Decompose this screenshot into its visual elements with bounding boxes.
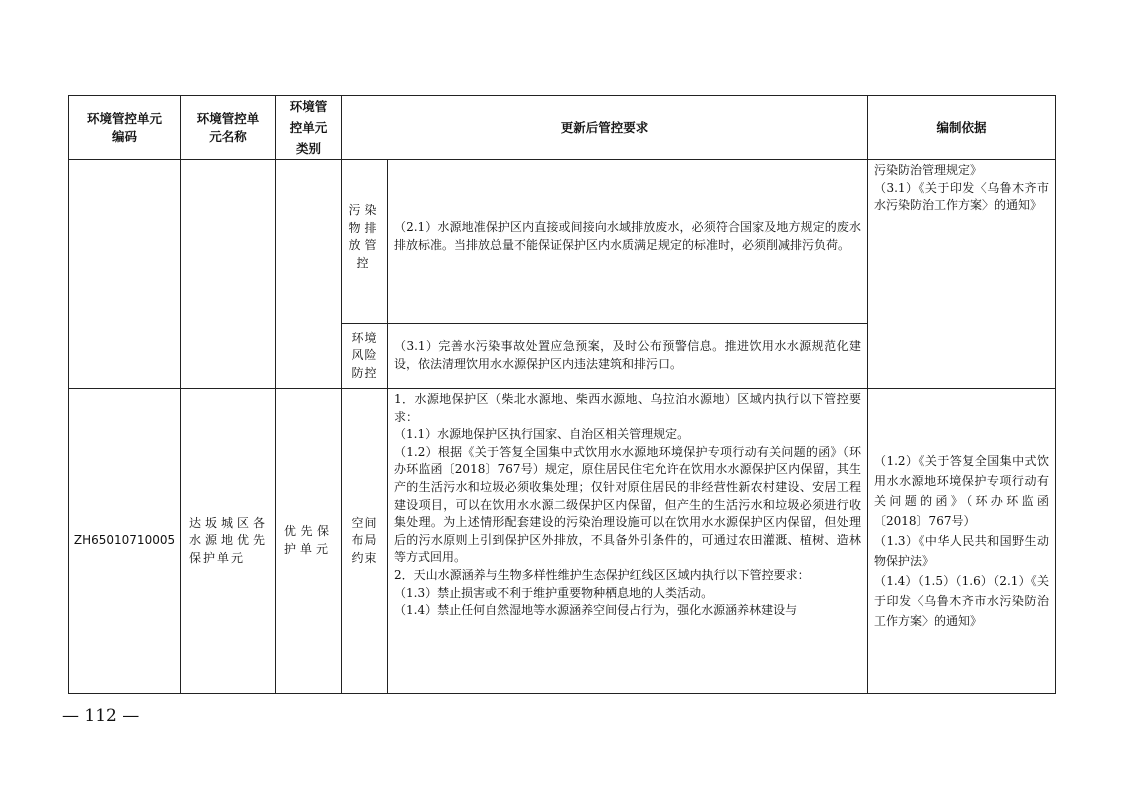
basis-cell: [868, 389, 1056, 694]
header-name: 环境管控单元名称: [181, 96, 276, 160]
basis-line: 污染防治管理规定》: [874, 163, 983, 177]
requirement-line: （1.2）根据《关于答复全国集中式饮用水水源地环境保护专项行动有关问题的函》（环办环监函〔2018〕767号）规定，原住居民住宅允许在饮用水水源保护区内保留，其生产的生活污水和垃圾必须收集处理；仅针对原住居民的非经营性新农村建设、安居工程建设项目，可以在饮用水水源二级保护区内保留，但产生的生活污水和垃圾必须进行收集处理。为上述情形配套建设的污染治理设施可以在饮用水水源保护区内保留，但处理后的污水原则上引到保护区外排放，不具备外引条件的，可通过农田灌溉、植树、造林等方式回用。: [394, 444, 862, 565]
header-code: 环境管控单元编码: [69, 96, 181, 160]
requirement-cell: [388, 389, 868, 694]
header-category: 环境管控单元类别: [276, 96, 342, 160]
basis-cell: [868, 160, 1056, 389]
sub-category-risk-control: 环境风险防控: [342, 324, 388, 389]
header-basis: 编制依据: [868, 96, 1056, 160]
requirement-text: （3.1）完善水污染事故处置应急预案，及时公布预警信息。推进饮用水水源规范化建设，依法清理饮用水水源保护区内违法建筑和排污口。: [388, 324, 868, 389]
control-requirements-table: [68, 95, 1056, 694]
requirement-text: （2.1）水源地准保护区内直接或间接向水域排放废水，必须符合国家及地方规定的废水排放标准。当排放总量不能保证保护区内水质满足规定的标准时，必须削减排污负荷。: [388, 160, 868, 324]
empty-name-cell: [181, 160, 276, 389]
table-row: [69, 389, 1056, 694]
sub-category-spatial-layout: 空间布局约束: [342, 389, 388, 694]
requirement-line: （1.4）禁止任何自然湿地等水源涵养空间侵占行为，强化水源涵养林建设与: [394, 603, 798, 618]
basis-line: （3.1）《关于印发〈乌鲁木齐市水污染防治工作方案〉的通知》: [874, 180, 1050, 213]
requirement-line: （1.3）禁止损害或不利于维护重要物种栖息地的人类活动。: [394, 585, 714, 600]
page-number: — 112 —: [62, 706, 140, 726]
basis-line: （1.3）《中华人民共和国野生动物保护法》: [874, 534, 1050, 568]
table-header-row: [69, 96, 1056, 160]
unit-code: ZH65010710005: [69, 389, 181, 694]
requirement-line: 2．天山水源涵养与生物多样性维护生态保护红线区区域内执行以下管控要求：: [394, 567, 810, 582]
empty-category-cell: [276, 160, 342, 389]
unit-category: 优先保护单元: [276, 389, 342, 694]
requirement-line: 1．水源地保护区（柴北水源地、柴西水源地、乌拉泊水源地）区域内执行以下管控要求：: [394, 392, 862, 424]
header-requirements: 更新后管控要求: [342, 96, 868, 160]
empty-code-cell: [69, 160, 181, 389]
basis-line: （1.2）《关于答复全国集中式饮用水水源地环境保护专项行动有关问题的函》（环办环监函〔2018〕767号）: [874, 454, 1050, 528]
table-row: [69, 160, 1056, 324]
basis-line: （1.4）（1.5）（1.6）（2.1）《关于印发〈乌鲁木齐市水污染防治工作方案〉的通知》: [874, 574, 1050, 628]
unit-name: 达坂城区各水源地优先保护单元: [181, 389, 276, 694]
requirement-line: （1.1）水源地保护区执行国家、自治区相关管理规定。: [394, 427, 690, 442]
sub-category-pollutant-discharge: 污染物排放管控: [342, 160, 388, 324]
